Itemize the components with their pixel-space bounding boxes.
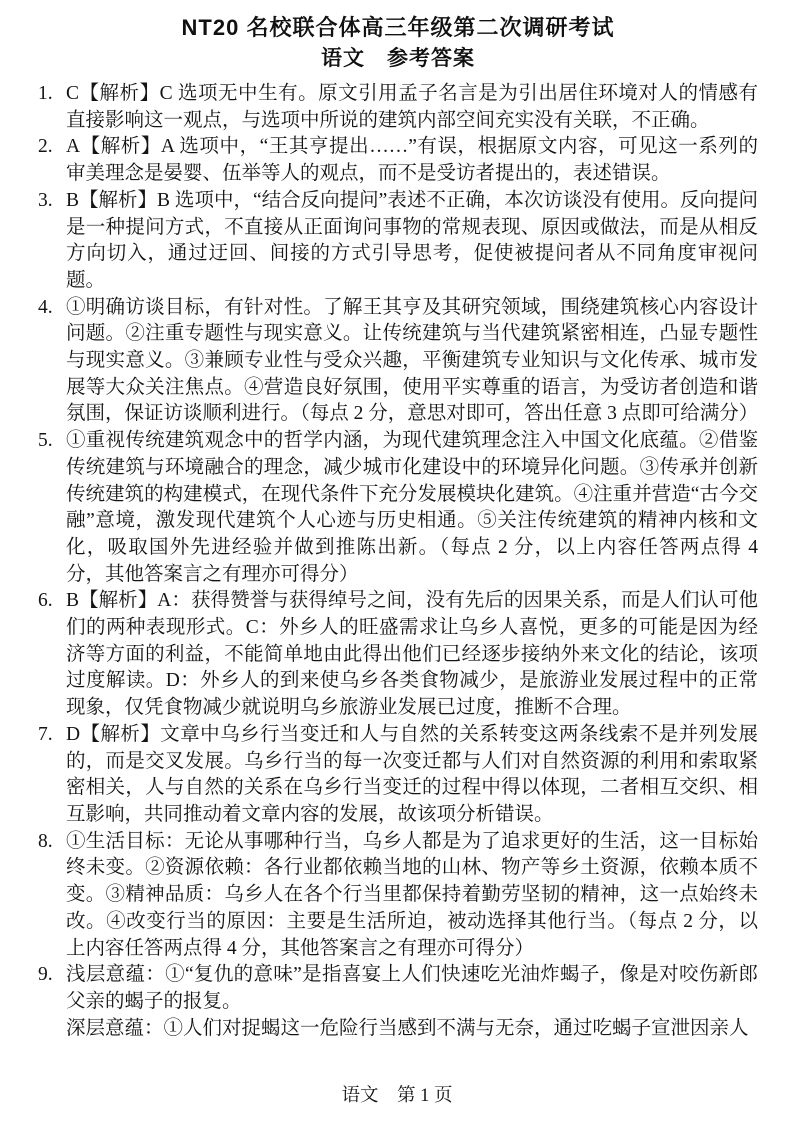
- answer-number: 8.: [38, 830, 53, 852]
- document-title: NT20 名校联合体高三年级第二次调研考试: [181, 15, 615, 40]
- answer-text: C【解析】C 选项无中生有。原文引用孟子名言是为引出居住环境对人的情感有直接影响这一观点，与选项中所说的建筑内部空间充实没有关联，不正确。: [66, 83, 758, 131]
- answer-text: ①生活目标：无论从事哪种行当，乌乡人都是为了追求更好的生活，这一目标始终未变。②资源依赖：各行业都依赖当地的山林、物产等乡土资源，依赖本质不变。③精神品质：乌乡人在各个行当里都保持着勤劳坚韧的精神，这一点始终未改。④改变行当的原因：主要是生活所迫，被动选择其他行当。（每点 2 分，以上内容任答两点得 4 分，其他答案言之有理亦可得分）: [66, 830, 758, 959]
- answer-text: [66, 962, 758, 1042]
- answer-text: ①重视传统建筑观念中的哲学内涵，为现代建筑理念注入中国文化底蕴。②借鉴传统建筑与环境融合的理念，减少城市化建设中的环境异化问题。③传承并创新传统建筑的构建模式，在现代条件下充分发展模块化建筑。④注重并营造“古今交融”意境，激发现代建筑个人心迹与历史相通。⑤关注传统建筑的精神内核和文化，吸取国外先进经验并做到推陈出新。（每点 2 分，以上内容任答两点得 4 分，其他答案言之有理亦可得分）: [66, 430, 758, 585]
- answer-list: [38, 81, 758, 1042]
- answer-number: 5.: [38, 430, 53, 452]
- answer-item: [38, 134, 758, 187]
- answer-number: 9.: [38, 964, 53, 986]
- answer-text: ①明确访谈目标，有针对性。了解王其亨及其研究领域，围绕建筑核心内容设计问题。②注重专题性与现实意义。让传统建筑与当代建筑紧密相连，凸显专题性与现实意义。③兼顾专业性与受众兴趣，平衡建筑专业知识与文化传承、城市发展等大众关注焦点。④营造良好氛围，使用平实尊重的语言，为受访者创造和谐氛围，保证访谈顺利进行。（每点 2 分，意思对即可，答出任意 3 点即可给满分）: [66, 296, 759, 425]
- answer-item: [38, 722, 758, 829]
- answer-text: B【解析】A：获得赞誉与获得绰号之间，没有先后的因果关系，而是人们认可他们的两种表现形式。C：外乡人的旺盛需求让乌乡人喜悦，更多的可能是因为经济等方面的利益，不能简单地由此得出他们已经逐步接纳外来文化的结论，该项过度解读。D：外乡人的到来使乌乡各类食物减少，是旅游业发展过程中的正常现象，仅凭食物减少就说明乌乡旅游业发展已过度，推断不合理。: [66, 590, 758, 719]
- answer-number: 6.: [38, 590, 53, 612]
- answer-item: [38, 295, 758, 429]
- answer-number: 4.: [38, 296, 53, 318]
- answer-text: D【解析】文章中乌乡行当变迁和人与自然的关系转变这两条线索不是并列发展的，而是交叉发展。乌乡行当的每一次变迁都与人们对自然资源的利用和索取紧密相关，人与自然的关系在乌乡行当变迁的过程中得以体现，二者相互交织、相互影响，共同推动着文章内容的发展，故该项分析错误。: [66, 723, 758, 825]
- answer-paragraph-deep: 深层意蕴：①人们对捉蝎这一危险行当感到不满与无奈，通过吃蝎子宣泄因亲人: [66, 1017, 749, 1039]
- answer-paragraph-shallow: 浅层意蕴：①“复仇的意味”是指喜宴上人们快速吃光油炸蝎子，像是对咬伤新郎父亲的蝎子的报复。: [66, 964, 758, 1012]
- answer-number: 3.: [38, 189, 53, 211]
- answer-item: [38, 81, 758, 134]
- answer-number: 2.: [38, 136, 53, 158]
- answer-text: B【解析】B 选项中，“结合反向提问”表述不正确，本次访谈没有使用。反向提问是一种提问方式，不直接从正面询问事物的常规表现、原因或做法，而是从相反方向切入，通过迂回、间接的方式引导思考，促使被提问者从不同角度审视问题。: [66, 189, 758, 291]
- answer-item: [38, 188, 758, 295]
- answer-number: 7.: [38, 723, 53, 745]
- answer-text: A【解析】A 选项中，“王其亨提出……”有误，根据原文内容，可见这一系列的审美理念是晏婴、伍举等人的观点，而不是受访者提出的，表述错误。: [66, 136, 758, 185]
- answer-item: [38, 962, 758, 1042]
- document-subtitle: 语文 参考答案: [321, 47, 475, 70]
- answer-item: [38, 428, 758, 588]
- answer-item: [38, 588, 758, 722]
- answer-item: [38, 829, 758, 963]
- answer-number: 1.: [38, 83, 53, 104]
- page-footer: 语文 第 1 页: [341, 1086, 453, 1106]
